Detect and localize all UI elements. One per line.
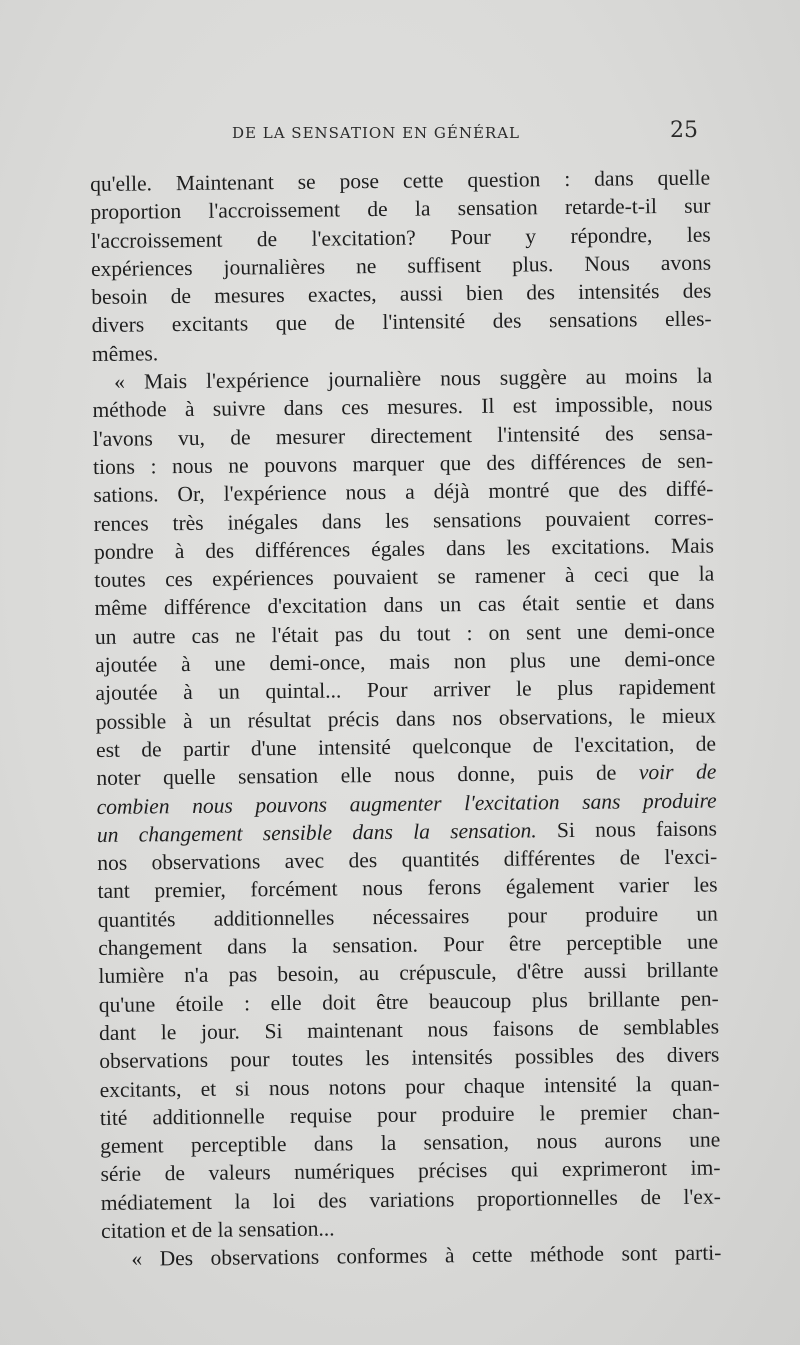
text-line: tant premier, forcément nous ferons également varier les xyxy=(97,872,718,904)
text-line: pondre à des différences égales dans les excitations. Mais xyxy=(93,533,715,564)
text-line: tions : nous ne pouvons marquer que des différences de sen- xyxy=(92,448,714,479)
italic-text: combien nous pouvons augmenter l'excitation sans produire xyxy=(96,788,717,819)
text-line: médiatement la loi des variations proportionnelles de l'ex- xyxy=(100,1184,721,1215)
text-line: citation et de la sensation... xyxy=(100,1216,335,1243)
text-line: « Mais l'expérience journalière nous suggère au moins la xyxy=(114,363,713,394)
text-line: quantités additionnelles nécessaires pour produire un xyxy=(97,901,718,932)
page-header xyxy=(90,118,698,148)
text-line: expériences journalières ne suffisent plus. Nous avons xyxy=(90,250,712,281)
text-line: divers excitants que de l'intensité des sensations elles- xyxy=(91,306,712,338)
text-line: proportion l'accroissement de la sensation retarde-t-il sur xyxy=(90,193,711,225)
text-segment: Si nous faisons xyxy=(556,816,718,842)
italic-text: voir de xyxy=(638,759,717,785)
text-line: l'accroissement de l'excitation? Pour y répondre, les xyxy=(90,222,711,253)
page-number: 25 xyxy=(670,118,698,143)
text-line: un autre cas ne l'était pas du tout : on sent une demi-once xyxy=(94,618,715,649)
text-line: toutes ces expériences pouvaient se ramener à ceci que la xyxy=(94,561,715,593)
text-line: possible à un résultat précis dans nos observations, le mieux xyxy=(95,703,716,734)
text-line: changement dans la sensation. Pour être perceptible une xyxy=(98,929,719,960)
text-line: qu'elle. Maintenant se pose cette question : dans quelle xyxy=(90,165,711,196)
text-line: ajoutée à une demi-once, mais non plus une demi-once xyxy=(95,646,716,678)
text-line: observations pour toutes les intensités possibles des divers xyxy=(99,1042,720,1074)
text-line: l'avons vu, de mesurer directement l'intensité des sensa- xyxy=(92,420,713,451)
italic-text: un changement sensible dans la sensation. xyxy=(96,818,537,847)
text-line: même différence d'excitation dans un cas était sentie et dans xyxy=(94,589,715,621)
text-line: mêmes. xyxy=(91,341,159,366)
running-head: DE LA SENSATION EN GÉNÉRAL xyxy=(232,124,521,142)
text-line: rences très inégales dans les sensations pouvaient corres- xyxy=(93,505,714,536)
text-line: excitants, et si nous notons pour chaque intensité la quan- xyxy=(99,1070,720,1102)
text-line: nos observations avec des quantités différentes de l'exci- xyxy=(97,844,718,876)
text-line: est de partir d'une intensité quelconque de l'excitation, de xyxy=(95,731,717,762)
text-line: qu'une étoile : elle doit être beaucoup plus brillante pen- xyxy=(98,986,719,1017)
text-line: tité additionnelle requise pour produire le premier chan- xyxy=(99,1099,721,1130)
text-segment: noter quelle sensation elle nous donne, puis de xyxy=(96,760,617,791)
text-line: ajoutée à un quintal... Pour arriver le plus rapidement xyxy=(95,674,716,706)
text-line: « Des observations conformes à cette méthode sont parti- xyxy=(131,1240,722,1271)
text-line: lumière n'a pas besoin, au crépuscule, d'être aussi brillante xyxy=(98,957,719,989)
text-line: besoin de mesures exactes, aussi bien des intensités des xyxy=(91,278,712,310)
text-line: gement perceptible dans la sensation, nous aurons une xyxy=(100,1127,721,1159)
text-line: sations. Or, l'expérience nous a déjà montré que des diffé- xyxy=(93,476,714,508)
body-text xyxy=(90,164,722,1274)
text-line: dant le jour. Si maintenant nous faisons de semblables xyxy=(98,1014,720,1045)
text-line: série de valeurs numériques précises qui exprimeront im- xyxy=(100,1155,721,1187)
text-line: méthode à suivre dans ces mesures. Il est impossible, nous xyxy=(92,391,713,423)
